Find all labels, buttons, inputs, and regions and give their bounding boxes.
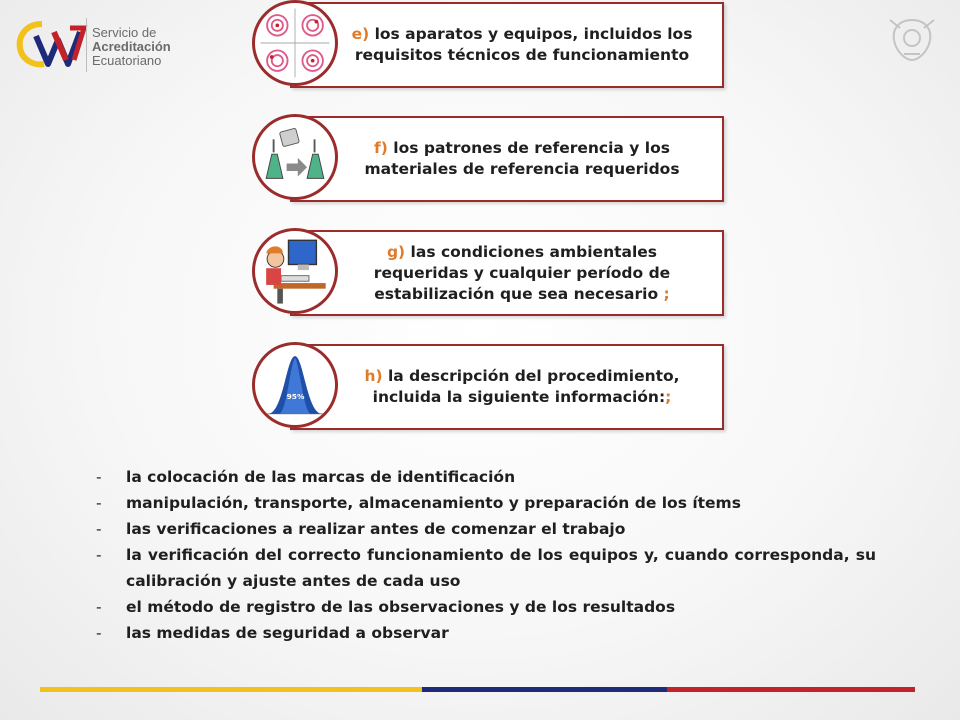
list-item-text: las medidas de seguridad a observar — [126, 624, 449, 642]
bell-curve-icon — [255, 345, 335, 425]
list-item-text: el método de registro de las observaciones y de los resultados — [126, 598, 676, 616]
item-g — [252, 230, 728, 320]
footer-line-blue — [422, 687, 667, 692]
item-h-circle — [252, 342, 338, 428]
item-e-box — [290, 2, 724, 88]
item-g-circle — [252, 228, 338, 314]
procedure-info-list — [96, 464, 876, 646]
logo-text — [92, 26, 171, 68]
item-h — [252, 344, 728, 434]
list-item-text: la verificación del correcto funcionamiento de los equipos y, cuando corresponda, su calibración y ajuste antes de cada uso — [126, 546, 876, 590]
item-h-suffix: ; — [665, 388, 672, 406]
coat-of-arms-icon — [886, 14, 938, 66]
targets-icon — [255, 3, 335, 83]
list-item-text: manipulación, transporte, almacenamiento y preparación de los ítems — [126, 494, 741, 512]
list-item — [96, 516, 876, 542]
logo-line-3: Ecuatoriano — [92, 53, 162, 68]
item-g-text — [344, 242, 700, 305]
bell-curve-label: 95% — [286, 391, 305, 401]
footer-line-yellow — [40, 687, 422, 692]
item-e-text — [344, 24, 700, 66]
list-marker: - — [96, 494, 102, 512]
list-item — [96, 594, 876, 620]
item-g-body: las condiciones ambientales requeridas y cualquier período de estabilización que sea necesario — [373, 242, 671, 303]
item-f-letter: f) — [374, 139, 388, 157]
list-item — [96, 490, 876, 516]
list-item-text: la colocación de las marcas de identificación — [126, 468, 516, 486]
item-e-letter: e) — [351, 25, 370, 43]
logo-line-1: Servicio de — [92, 25, 157, 40]
computer-user-icon — [255, 231, 335, 311]
list-marker: - — [96, 624, 102, 642]
item-h-letter: h) — [364, 367, 383, 385]
item-f-text — [344, 138, 700, 180]
item-e-body: los aparatos y equipos, incluidos los requisitos técnicos de funcionamiento — [354, 25, 693, 64]
list-marker: - — [96, 546, 102, 564]
footer-line-red — [667, 687, 915, 692]
flasks-icon — [255, 117, 335, 197]
list-marker: - — [96, 468, 102, 486]
item-f-body: los patrones de referencia y los materiales de referencia requeridos — [364, 139, 680, 178]
list-item — [96, 542, 876, 594]
logo-line-2: Acreditación — [92, 39, 171, 54]
item-f-box — [290, 116, 724, 202]
list-marker: - — [96, 598, 102, 616]
sae-logo-icon — [14, 14, 94, 74]
item-f-circle — [252, 114, 338, 200]
list-marker: - — [96, 520, 102, 538]
item-e-circle — [252, 0, 338, 86]
list-item — [96, 464, 876, 490]
logo-divider — [86, 18, 87, 72]
item-e — [252, 2, 728, 92]
item-g-suffix: ; — [658, 284, 670, 303]
item-h-box — [290, 344, 724, 430]
item-f — [252, 116, 728, 206]
list-item — [96, 620, 876, 646]
item-g-letter: g) — [386, 242, 406, 261]
item-g-box — [290, 230, 724, 316]
item-h-text — [344, 366, 700, 408]
item-h-body: la descripción del procedimiento, incluida la siguiente información: — [372, 367, 680, 406]
list-item-text: las verificaciones a realizar antes de comenzar el trabajo — [126, 520, 626, 538]
